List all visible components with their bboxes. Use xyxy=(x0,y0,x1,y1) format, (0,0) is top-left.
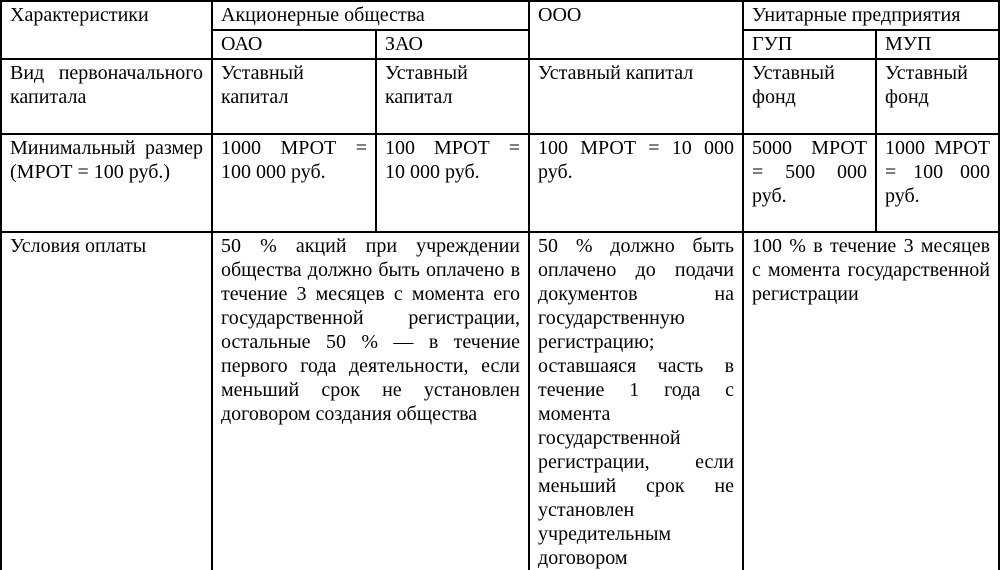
header-mup: МУП xyxy=(876,30,999,59)
min-size-zao: 100 МРОТ = 10 000 руб. xyxy=(376,134,529,232)
header-group-joint-stock: Акционерные общества xyxy=(212,1,529,30)
header-oao: ОАО xyxy=(212,30,376,59)
payment-terms-ooo: 50 % должно быть оплачено до подачи документов на государственную регистрацию; оставшаяся часть в течение 1 года с момента государственной регистрации, если меньший срок не установлен учредительным договором xyxy=(529,232,743,570)
min-size-oao: 1000 МРОТ = 100 000 руб. xyxy=(212,134,376,232)
capital-type-label: Вид первоначального капитала xyxy=(1,59,212,134)
header-zao: ЗАО xyxy=(376,30,529,59)
header-characteristics: Характеристики xyxy=(1,1,212,59)
capital-type-oao: Уставный капитал xyxy=(212,59,376,134)
header-group-unitary: Унитарные предприятия xyxy=(743,1,999,30)
min-size-gup: 5000 МРОТ = 500 000 руб. xyxy=(743,134,876,232)
payment-terms-unitary: 100 % в течение 3 месяцев с момента государственной регистрации xyxy=(743,232,999,570)
payment-terms-joint-stock: 50 % акций при учреждении общества должно быть оплачено в течение 3 месяцев с момента его государственной регистрации, остальные 50 % — в течение первого года деятельности, если меньший срок не установлен договором создания общества xyxy=(212,232,529,570)
min-size-mup: 1000 МРОТ = 100 000 руб. xyxy=(876,134,999,232)
capital-type-zao: Уставный капитал xyxy=(376,59,529,134)
min-size-ooo: 100 МРОТ = 10 000 руб. xyxy=(529,134,743,232)
header-gup: ГУП xyxy=(743,30,876,59)
payment-terms-label: Условия оплаты xyxy=(1,232,212,570)
header-ooo: ООО xyxy=(529,1,743,59)
min-size-label: Минимальный размер (МРОТ = 100 руб.) xyxy=(1,134,212,232)
row-min-size xyxy=(1,134,999,232)
capital-type-gup: Уставный фонд xyxy=(743,59,876,134)
row-payment-terms xyxy=(1,232,999,570)
capital-type-mup: Уставный фонд xyxy=(876,59,999,134)
row-capital-type xyxy=(1,59,999,134)
header-row-groups xyxy=(1,1,999,30)
capital-type-ooo: Уставный капитал xyxy=(529,59,743,134)
